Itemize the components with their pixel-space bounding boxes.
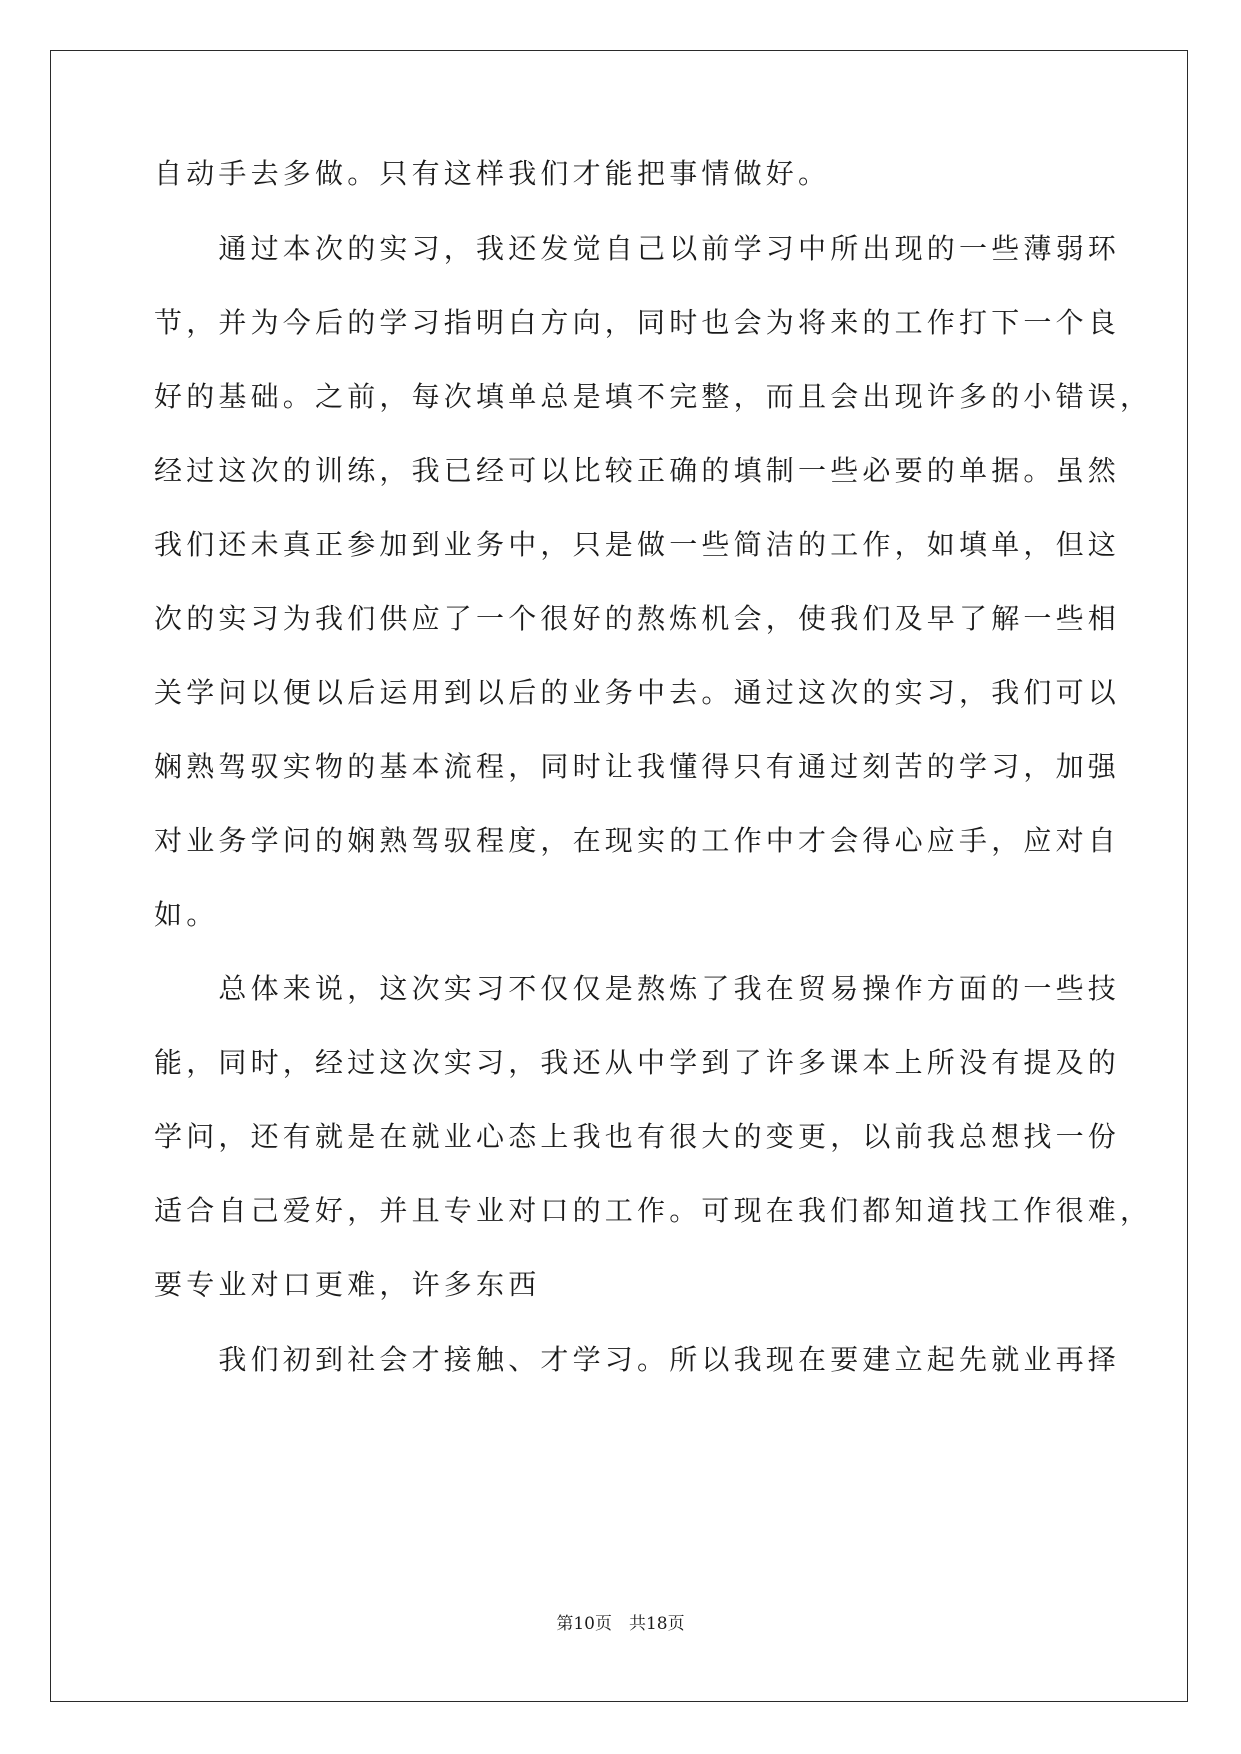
text-line: 学问，还有就是在就业心态上我也有很大的变更，以前我总想找一份 bbox=[154, 1120, 1121, 1153]
text-line: 我们还未真正参加到业务中，只是做一些简洁的工作，如填单，但这 bbox=[154, 528, 1121, 561]
text-line: 经过这次的训练，我已经可以比较正确的填制一些必要的单据。虽然 bbox=[154, 454, 1121, 487]
text-line: 要专业对口更难，许多东西 bbox=[154, 1268, 541, 1301]
text-line: 总体来说，这次实习不仅仅是熬炼了我在贸易操作方面的一些技 bbox=[154, 972, 1121, 1005]
text-line: 如。 bbox=[154, 898, 219, 931]
page-border bbox=[50, 50, 1188, 1702]
text-line: 次的实习为我们供应了一个很好的熬炼机会，使我们及早了解一些相 bbox=[154, 602, 1121, 635]
text-line: 好的基础。之前，每次填单总是填不完整，而且会出现许多的小错误， bbox=[154, 380, 1153, 413]
text-line: 适合自己爱好，并且专业对口的工作。可现在我们都知道找工作很难， bbox=[154, 1194, 1153, 1227]
text-line: 能，同时，经过这次实习，我还从中学到了许多课本上所没有提及的 bbox=[154, 1046, 1121, 1079]
text-line: 通过本次的实习，我还发觉自己以前学习中所出现的一些薄弱环 bbox=[154, 232, 1121, 265]
text-line: 我们初到社会才接触、才学习。所以我现在要建立起先就业再择 bbox=[154, 1343, 1121, 1376]
text-line: 娴熟驾驭实物的基本流程，同时让我懂得只有通过刻苦的学习，加强 bbox=[154, 750, 1121, 783]
text-line: 关学问以便以后运用到以后的业务中去。通过这次的实习，我们可以 bbox=[154, 676, 1121, 709]
text-line: 自动手去多做。只有这样我们才能把事情做好。 bbox=[154, 157, 831, 190]
text-line: 对业务学问的娴熟驾驭程度，在现实的工作中才会得心应手，应对自 bbox=[154, 824, 1121, 857]
page-number-footer: 第10页 共18页 bbox=[556, 1614, 685, 1634]
text-line: 节，并为今后的学习指明白方向，同时也会为将来的工作打下一个良 bbox=[154, 306, 1121, 339]
